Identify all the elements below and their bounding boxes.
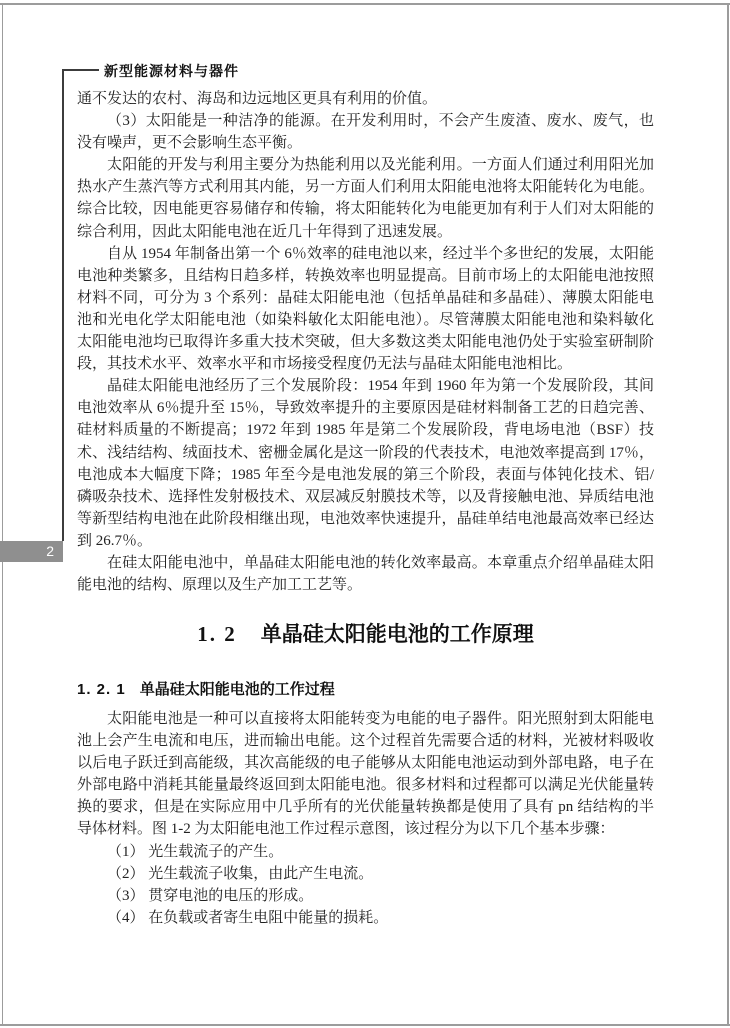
paragraph: 晶硅太阳能电池经历了三个发展阶段：1954 年到 1960 年为第一个发展阶段，其间电池效率从 6％提升至 15％，导致效率提升的主要原因是硅材料制备工艺的日趋完善、硅材料质量的不断提高；1972 年到 1985 年是第二个发展阶段，背电场电池（BSF）技术、浅结结构、绒面技术、密栅金属化是这一阶段的代表技术，电池效率提高到 17％，电池成本大幅度下降；1985 年至今是电池发展的第三个阶段，表面与体钝化技术、铝/磷吸杂技术、选择性发射极技术、双层减反射膜技术等，以及背接触电池、异质结电池等新型结构电池在此阶段相继出现，电池效率快速提升，晶硅单结电池最高效率已经达到 26.7％。 bbox=[77, 378, 654, 549]
list-item: （4） 在负载或者寄生电阻中能量的损耗。 bbox=[107, 909, 389, 926]
header-bracket-horizontal-rule bbox=[62, 69, 99, 71]
section-number: 1. 2 bbox=[197, 622, 237, 646]
paragraph: 太阳能的开发与利用主要分为热能利用以及光能利用。一方面人们通过利用阳光加热水产生蒸汽等方式利用其内能，另一方面人们利用太阳能电池将太阳能转化为电能。综合比较，因电能更容易储存和传输，将太阳能转化为电能更加有利于人们对太阳能的综合利用，因此太阳能电池在近几十年得到了迅速发展。 bbox=[77, 157, 654, 240]
subsection-title: 单晶硅太阳能电池的工作过程 bbox=[139, 681, 335, 698]
list-item: （2） 光生载流子收集，由此产生电流。 bbox=[107, 865, 374, 882]
paragraph: 在硅太阳能电池中，单晶硅太阳能电池的转化效率最高。本章重点介绍单晶硅太阳能电池的结构、原理以及生产加工工艺等。 bbox=[77, 554, 654, 594]
list-item: （1） 光生载流子的产生。 bbox=[107, 843, 284, 860]
paragraph: （3）太阳能是一种洁净的能源。在开发利用时，不会产生废渣、废水、废气，也没有噪声，更不会影响生态平衡。 bbox=[77, 113, 654, 152]
section-heading bbox=[77, 618, 654, 648]
list-item: （3） 贯穿电池的电压的形成。 bbox=[107, 887, 314, 904]
page-number: 2 bbox=[46, 543, 54, 559]
running-head-title: 新型能源材料与器件 bbox=[104, 63, 239, 79]
paragraph: 通不发达的农村、海岛和边远地区更具有利用的价值。 bbox=[77, 91, 438, 107]
subsection-number: 1. 2. 1 bbox=[77, 681, 126, 698]
page-number-bar bbox=[0, 541, 63, 562]
paragraph: 太阳能电池是一种可以直接将太阳能转变为电能的电子器件。阳光照射到太阳能电池上会产生电流和电压，进而输出电能。这个过程首先需要合适的材料，光被材料吸收以后电子跃迁到高能级，其次高能级的电子能够从太阳能电池运动到外部电路，电子在外部电路中消耗其能量最终返回到太阳能电池。很多材料和过程都可以满足光伏能量转换的要求，但是在实际应用中几乎所有的光伏能量转换都是使用了具有 pn 结结构的半导体材料。图 1-2 为太阳能电池工作过程示意图，该过程分为以下几个基本步骤： bbox=[77, 711, 654, 838]
page-border-left bbox=[2, 3, 3, 1026]
page-border-right bbox=[727, 3, 729, 1026]
body-text-block-2 bbox=[77, 708, 654, 929]
header-bracket-vertical-rule bbox=[62, 69, 64, 541]
section-title: 单晶硅太阳能电池的工作原理 bbox=[260, 622, 534, 646]
subsection-heading bbox=[77, 678, 654, 699]
page-border-bottom bbox=[0, 1024, 730, 1026]
body-text-block-1 bbox=[77, 88, 654, 596]
paragraph: 自从 1954 年制备出第一个 6％效率的硅电池以来，经过半个多世纪的发展，太阳能电池种类繁多，且结构日趋多样，转换效率也明显提高。目前市场上的太阳能电池按照材料不同，可分为 3 个系列：晶硅太阳能电池（包括单晶硅和多晶硅）、薄膜太阳能电池和光电化学太阳能电池（如染料敏化太阳能电池）。尽管薄膜太阳能电池和染料敏化太阳能电池均已取得许多重大技术突破，但大多数这类太阳能电池仍处于实验室研制阶段，其技术水平、效率水平和市场接受程度仍无法与晶硅太阳能电池相比。 bbox=[77, 245, 654, 373]
page-border-top bbox=[0, 3, 730, 5]
